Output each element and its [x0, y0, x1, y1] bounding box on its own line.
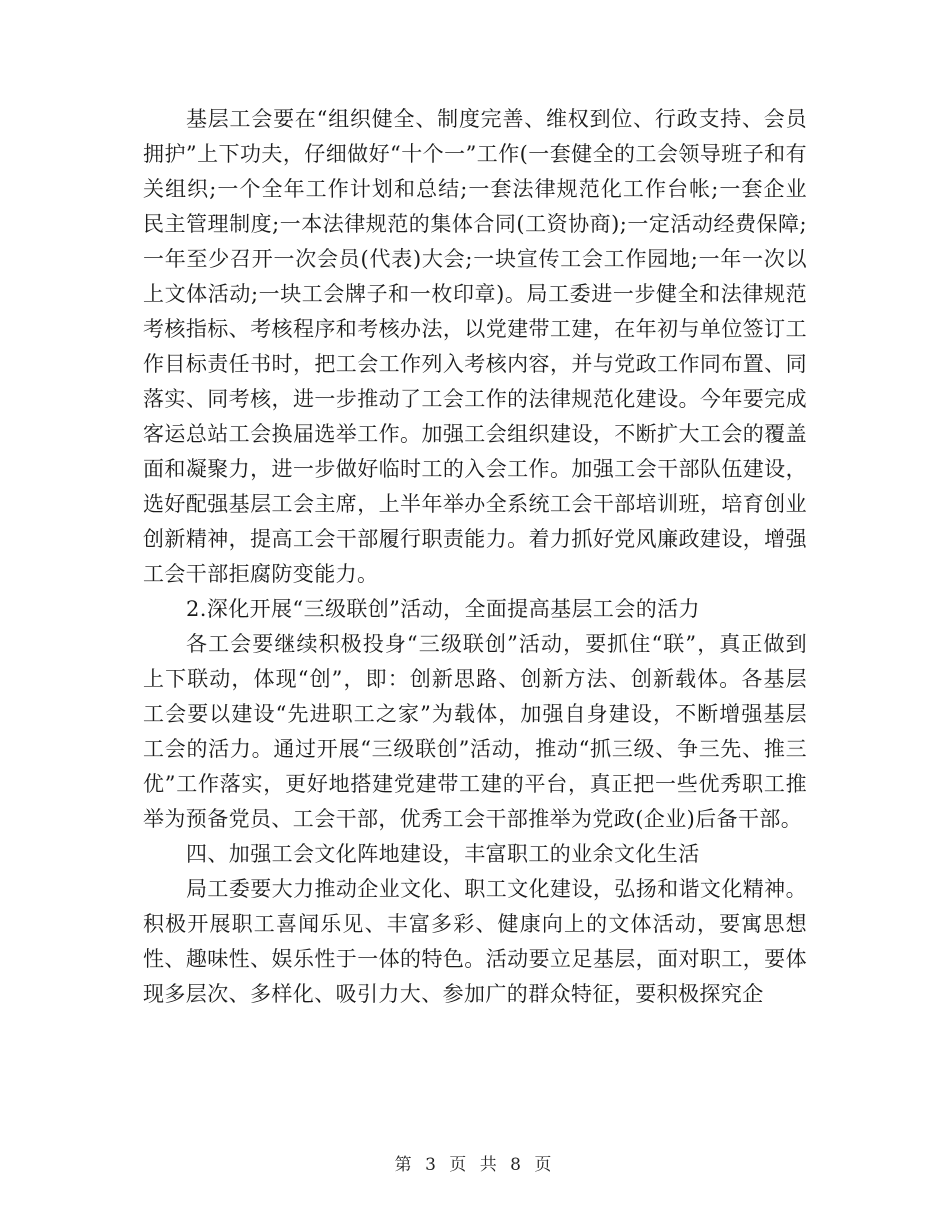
- page-footer: 第 3 页 共 8 页: [394, 1155, 556, 1175]
- section-heading-three-level-campaign: 2.深化开展“三级联创”活动，全面提高基层工会的活力: [186, 597, 700, 621]
- paragraph-three-level-campaign: 各工会要继续积极投身“三级联创”活动，要抓住“联”，真正做到上下联动，体现“创”，即：创新思路、创新方法、创新载体。各基层工会要以建设“先进职工之家”为载体，加强自身建设，不断增强基层工会的活力。通过开展“三级联创”活动，推动“抓三级、争三先、推三优”工作落实，更好地搭建党建带工建的平台，真正把一些优秀职工推举为预备党员、工会干部，优秀工会干部推举为党政(企业)后备干部。: [143, 632, 807, 831]
- paragraph-grassroots-union: 基层工会要在“组织健全、制度完善、维权到位、行政支持、会员拥护”上下功夫，仔细做好“十个一”工作(一套健全的工会领导班子和有关组织;一个全年工作计划和总结;一套法律规范化工作台帐;一套企业民主管理制度;一本法律规范的集体合同(工资协商);一定活动经费保障;一年至少召开一次会员(代表)大会;一块宣传工会工作园地;一年一次以上文体活动;一块工会牌子和一枚印章)。局工委进一步健全和法律规范考核指标、考核程序和考核办法，以党建带工建，在年初与单位签订工作目标责任书时，把工会工作列入考核内容，并与党政工作同布置、同落实、同考核，进一步推动了工会工作的法律规范化建设。今年要完成客运总站工会换届选举工作。加强工会组织建设，不断扩大工会的覆盖面和凝聚力，进一步做好临时工的入会工作。加强工会干部队伍建设，选好配强基层工会主席，上半年举办全系统工会干部培训班，培育创业创新精神，提高工会干部履行职责能力。着力抓好党风廉政建设，增强工会干部拒腐防变能力。: [143, 107, 807, 586]
- section-heading-culture-building: 四、加强工会文化阵地建设，丰富职工的业余文化生活: [186, 842, 700, 866]
- paragraph-culture-building: 局工委要大力推动企业文化、职工文化建设，弘扬和谐文化精神。积极开展职工喜闻乐见、丰富多彩、健康向上的文体活动，要寓思想性、趣味性、娱乐性于一体的特色。活动要立足基层，面对职工，要体现多层次、多样化、吸引力大、参加广的群众特征，要积极探究企: [143, 877, 807, 1006]
- document-body: [143, 102, 807, 1012]
